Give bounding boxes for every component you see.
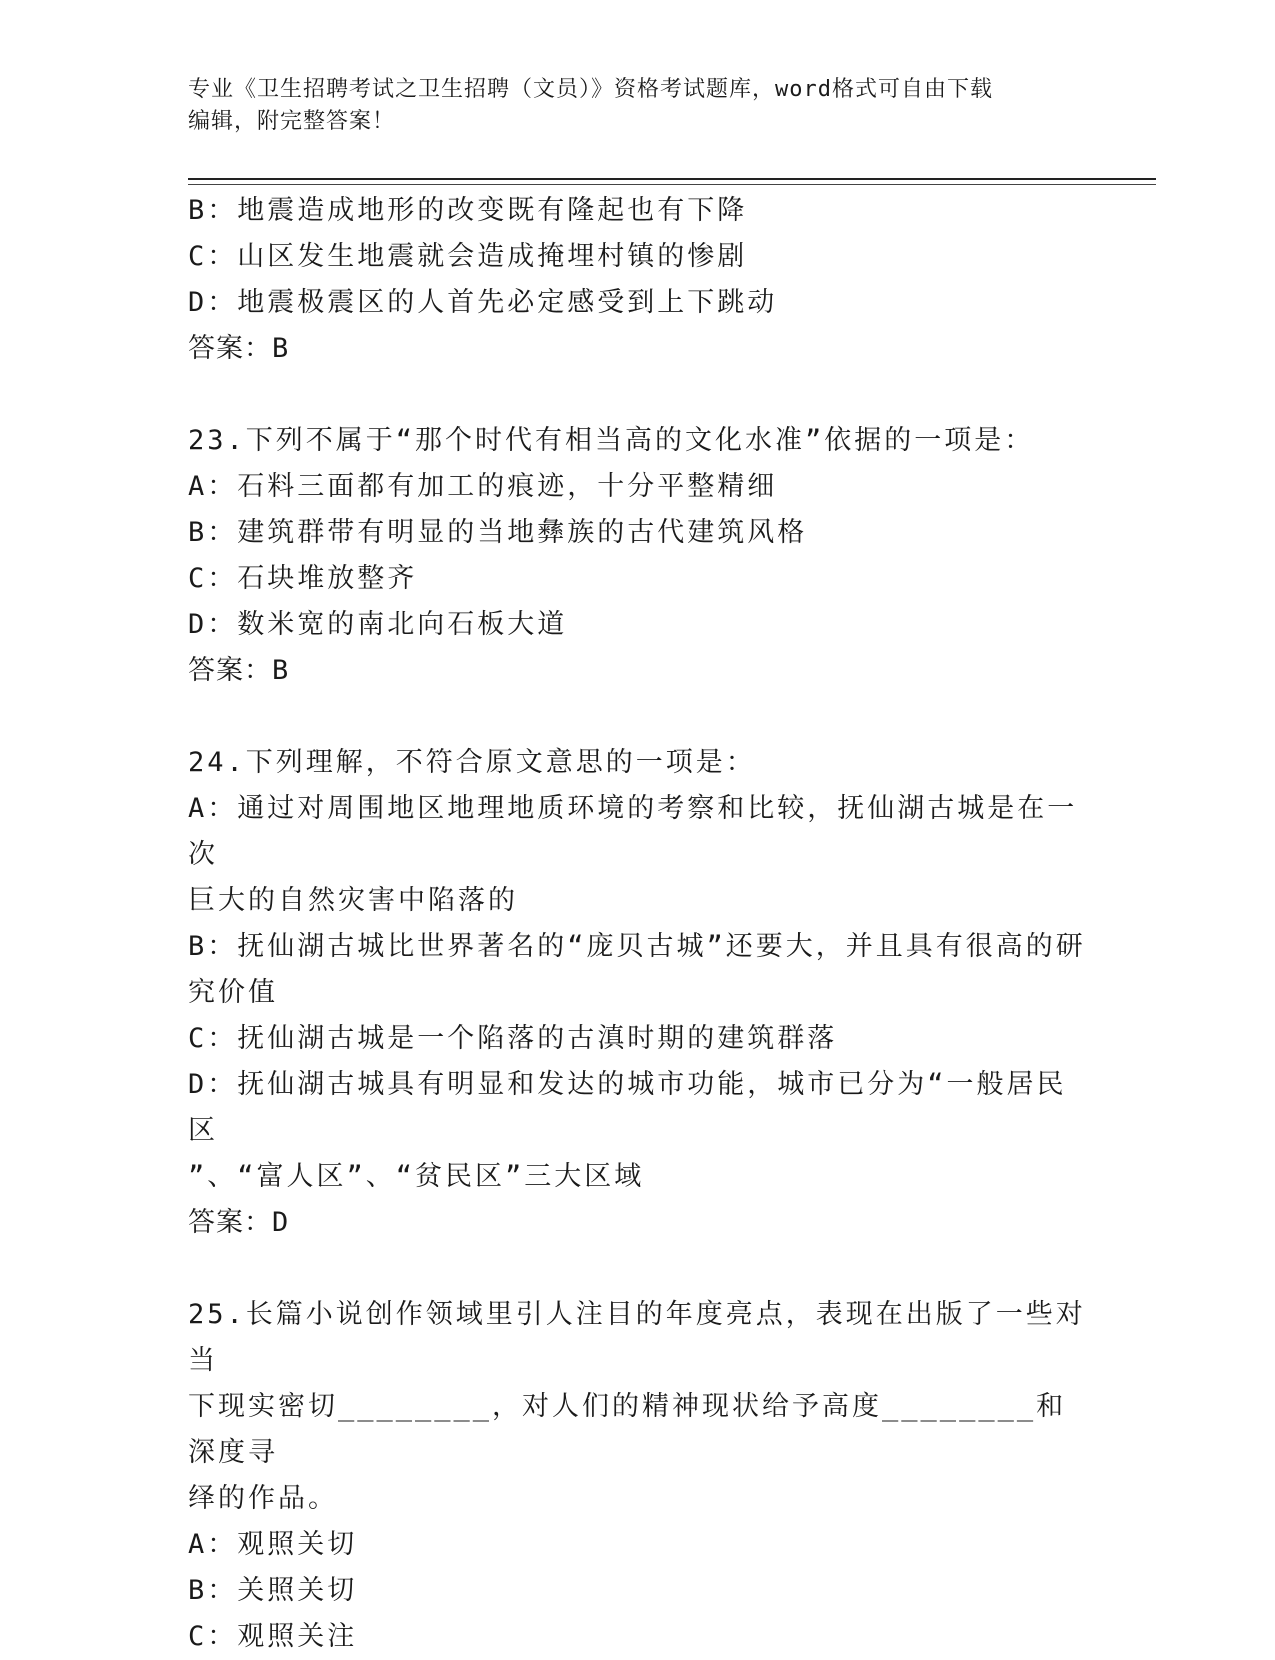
option-c: C：抚仙湖古城是一个陷落的古滇时期的建筑群落	[188, 1023, 838, 1054]
option-d: D：数米宽的南北向石板大道	[188, 609, 568, 640]
header-line-1: 专业《卫生招聘考试之卫生招聘（文员）》资格考试题库，word格式可自由下载	[188, 77, 993, 102]
answer: 答案：D	[188, 1207, 290, 1238]
option-b-continued: 究价值	[188, 977, 278, 1008]
option-d: D：地震极震区的人首先必定感受到上下跳动	[188, 287, 778, 318]
question-text: 24.下列理解，不符合原文意思的一项是：	[188, 747, 756, 778]
header-line-2: 编辑，附完整答案！	[188, 109, 396, 134]
question-text-line-1: 25.长篇小说创作领域里引人注目的年度亮点，表现在出版了一些对当	[188, 1299, 1086, 1376]
option-c: C：石块堆放整齐	[188, 563, 418, 594]
answer: 答案：B	[188, 333, 290, 364]
question-25-block	[188, 1292, 1088, 1660]
option-b: B：地震造成地形的改变既有隆起也有下降	[188, 195, 748, 226]
option-b: B：抚仙湖古城比世界著名的“庞贝古城”还要大，并且具有很高的研	[188, 931, 1086, 962]
question-text-line-2: 下现实密切________，对人们的精神现状给予高度________和深度寻	[188, 1391, 1067, 1468]
option-a-continued: 巨大的自然灾害中陷落的	[188, 885, 518, 916]
question-text: 23.下列不属于“那个时代有相当高的文化水准”依据的一项是：	[188, 425, 1035, 456]
question-content	[188, 188, 1088, 1660]
header-divider-thin	[188, 184, 1156, 185]
answer: 答案：B	[188, 655, 290, 686]
question-22-block	[188, 188, 1088, 372]
option-b: B：关照关切	[188, 1575, 358, 1606]
option-d-continued: ”、“富人区”、“贫民区”三大区域	[188, 1161, 645, 1192]
option-a: A：石料三面都有加工的痕迹，十分平整精细	[188, 471, 778, 502]
option-d: D：抚仙湖古城具有明显和发达的城市功能，城市已分为“一般居民区	[188, 1069, 1067, 1146]
header-divider-thick	[188, 178, 1156, 180]
option-b: B：建筑群带有明显的当地彝族的古代建筑风格	[188, 517, 808, 548]
document-header	[188, 74, 1068, 138]
option-c: C：山区发生地震就会造成掩埋村镇的惨剧	[188, 241, 748, 272]
question-text-line-3: 绎的作品。	[188, 1483, 338, 1514]
question-24-block	[188, 740, 1088, 1246]
question-23-block	[188, 418, 1088, 694]
option-a: A：通过对周围地区地理地质环境的考察和比较，抚仙湖古城是在一次	[188, 793, 1078, 870]
option-a: A：观照关切	[188, 1529, 358, 1560]
option-c: C：观照关注	[188, 1621, 358, 1652]
